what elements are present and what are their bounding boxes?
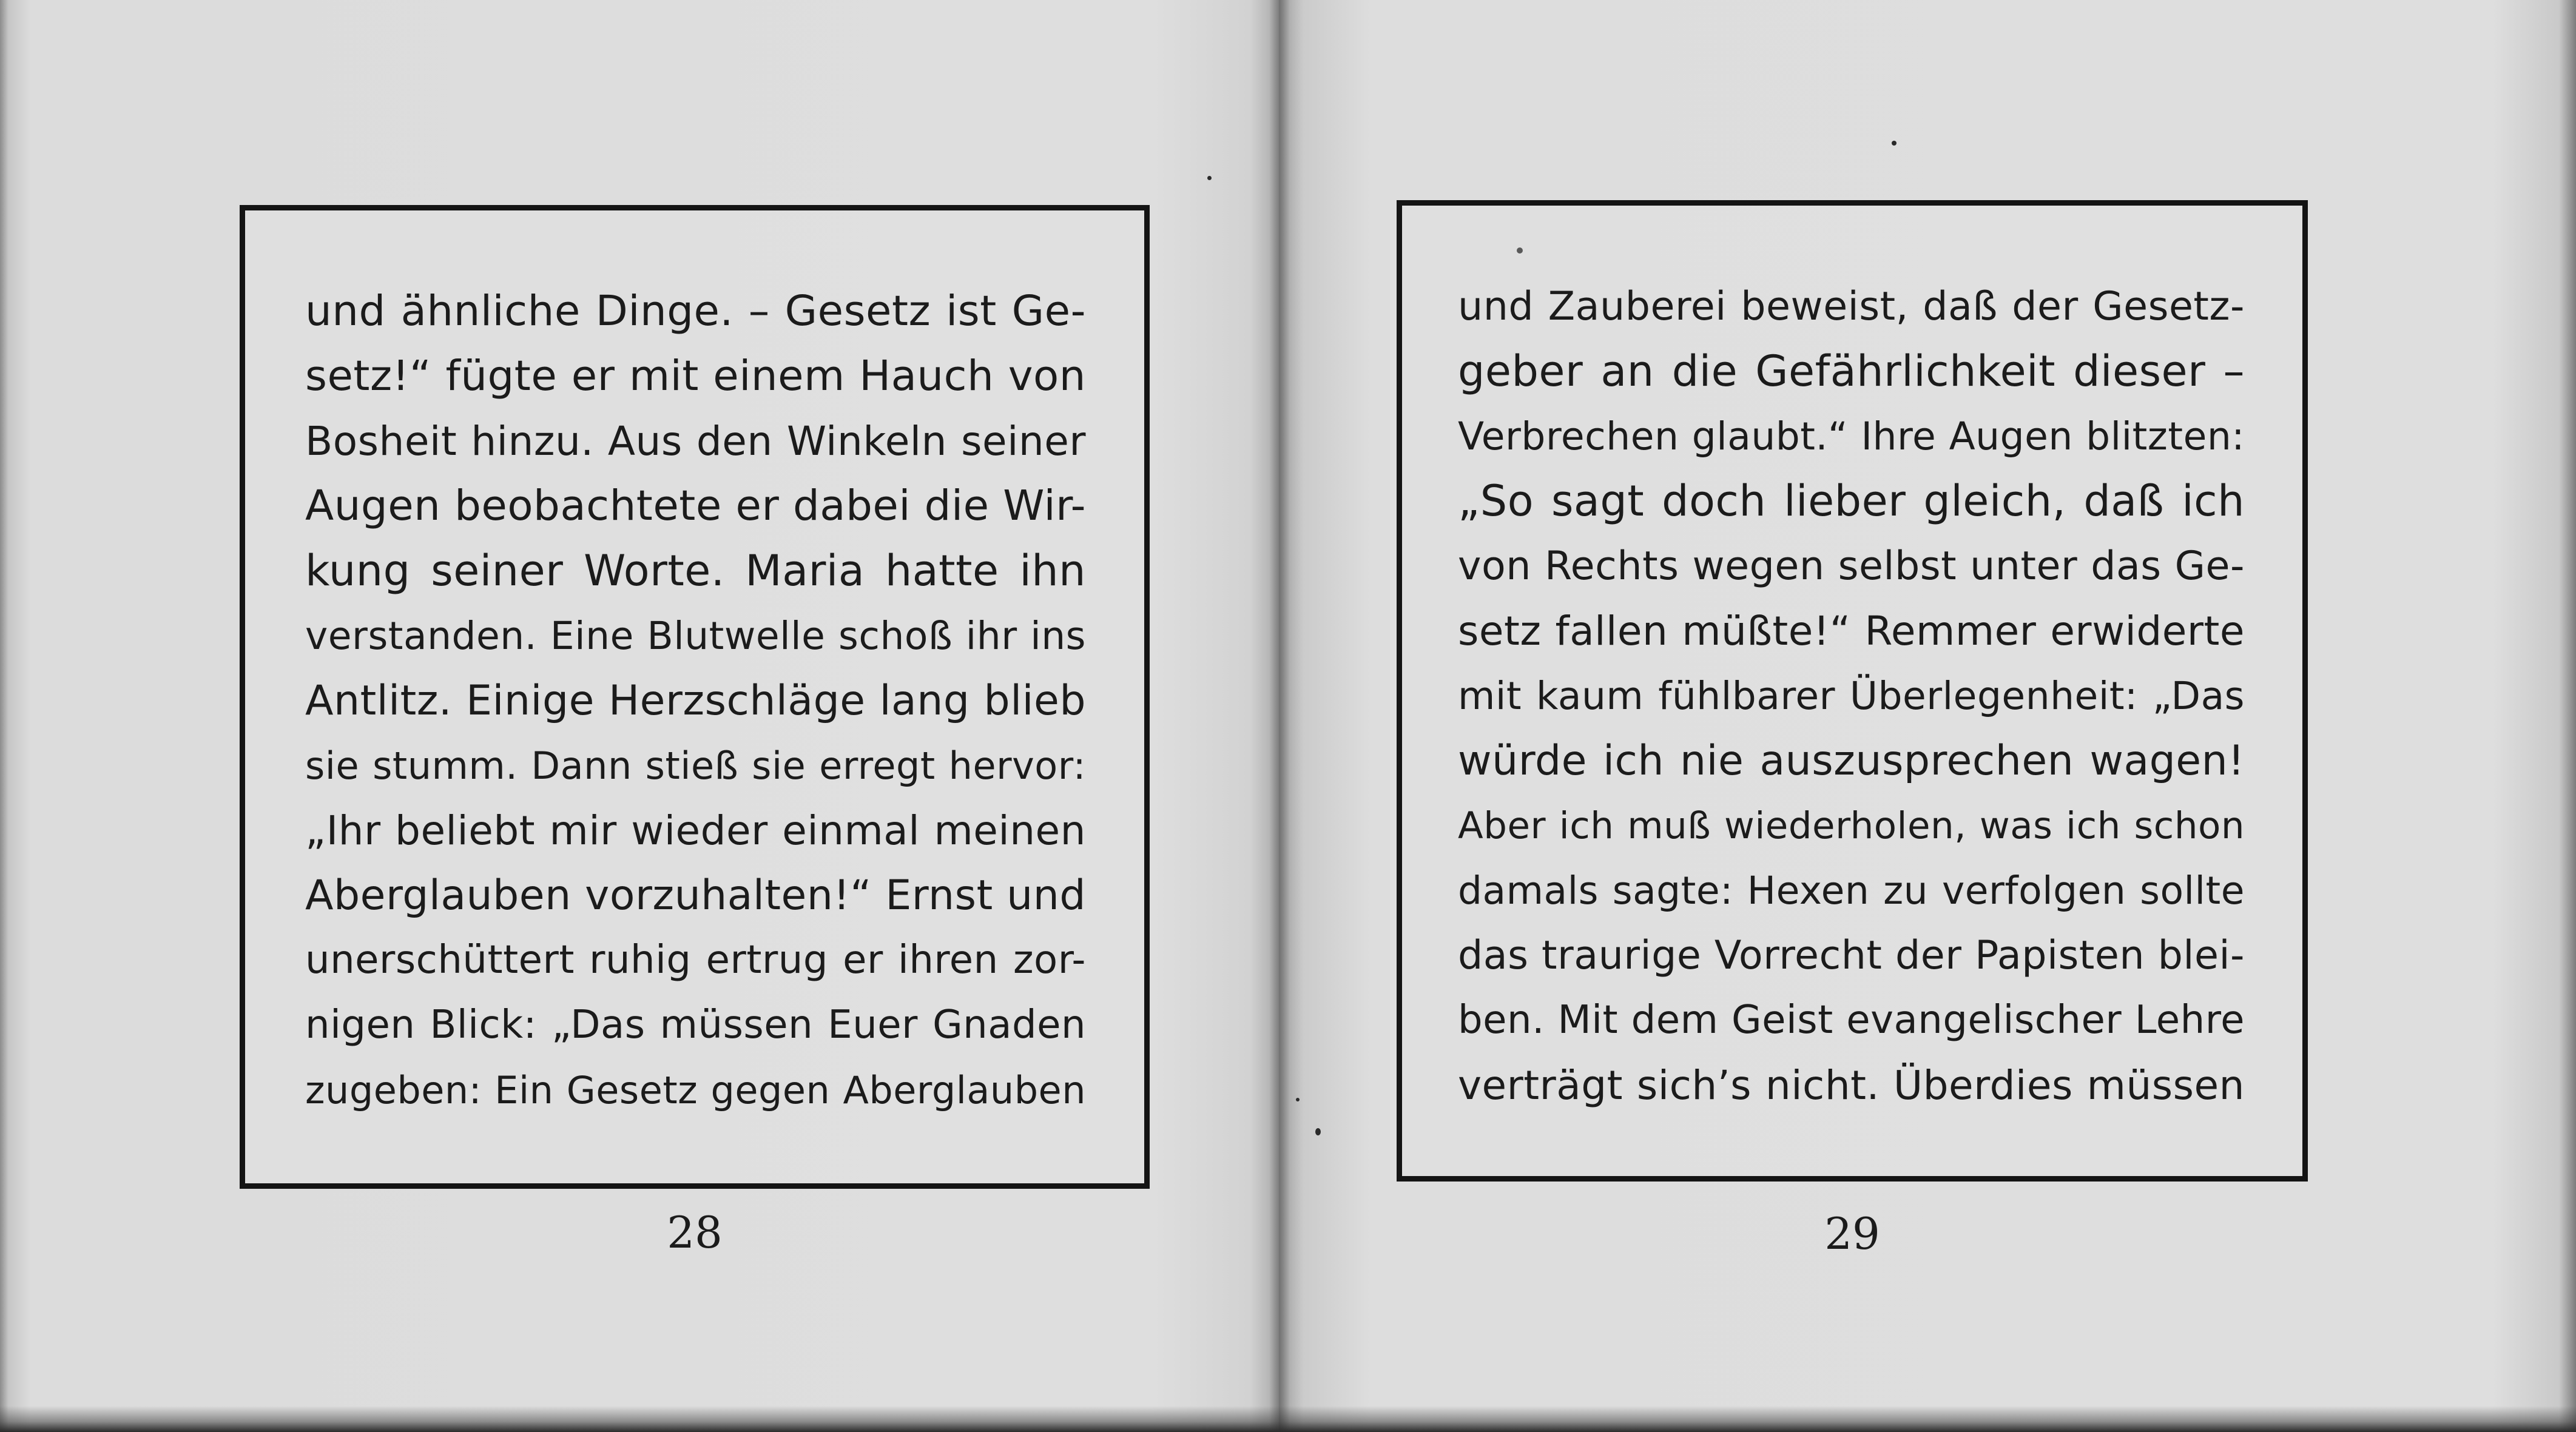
- text-line: von Rechts wegen selbst unter das Ge-: [1458, 543, 2245, 589]
- text-line: Verbrechen glaubt.“ Ihre Augen blitzten:: [1458, 414, 2245, 459]
- text-line: verstanden. Eine Blutwelle schoß ihr ins: [305, 614, 1086, 658]
- paper-speck: [1207, 176, 1212, 180]
- text-line: geber an die Gefährlichkeit dieser –: [1458, 346, 2245, 396]
- page-number-left: 28: [667, 1207, 723, 1258]
- paper-speck: [1892, 141, 1897, 146]
- text-line: mit kaum fühlbarer Überlegenheit: „Das: [1458, 674, 2245, 718]
- text-line: Aber ich muß wiederholen, was ich schon: [1458, 804, 2245, 847]
- text-line: „Ihr beliebt mir wieder einmal meinen: [305, 807, 1086, 854]
- text-line: verträgt sich’s nicht. Überdies müssen: [1458, 1062, 2245, 1109]
- text-line: setz!“ fügte er mit einem Hauch von: [305, 352, 1086, 400]
- text-line: unerschüttert ruhig ertrug er ihren zor-: [305, 938, 1086, 983]
- left-page-text: [305, 279, 1086, 1123]
- text-line: Aberglauben vorzuhalten!“ Ernst und: [305, 872, 1086, 919]
- text-line: Augen beobachtete er dabei die Wir-: [305, 482, 1086, 530]
- text-line: Bosheit hinzu. Aus den Winkeln seiner: [305, 418, 1086, 465]
- text-line: nigen Blick: „Das müssen Euer Gnaden: [305, 1003, 1086, 1047]
- book-gutter: [1269, 0, 1290, 1432]
- text-line: und ähnliche Dinge. – Gesetz ist Ge-: [305, 287, 1086, 335]
- text-line: Antlitz. Einige Herzschläge lang blieb: [305, 677, 1086, 725]
- text-line: würde ich nie auszusprechen wagen!: [1458, 737, 2245, 785]
- text-line: zugeben: Ein Gesetz gegen Aberglauben: [305, 1068, 1086, 1112]
- page-number-right: 29: [1824, 1208, 1880, 1259]
- text-line: damals sagte: Hexen zu verfolgen sollte: [1458, 869, 2245, 913]
- right-page-text: [1458, 274, 2245, 1118]
- text-line: sie stumm. Dann stieß sie erregt hervor:: [305, 744, 1086, 788]
- text-line: ben. Mit dem Geist evangelischer Lehre: [1458, 998, 2245, 1043]
- text-line: kung seiner Worte. Maria hatte ihn: [305, 546, 1086, 596]
- paper-speck: [1315, 1128, 1321, 1135]
- text-line: das traurige Vorrecht der Papisten blei-: [1458, 933, 2245, 978]
- page-bottom-edge: [0, 1406, 2576, 1432]
- text-line: setz fallen müßte!“ Remmer erwiderte: [1458, 608, 2245, 654]
- paper-speck: [1296, 1098, 1300, 1101]
- text-line: und Zauberei beweist, daß der Gesetz-: [1458, 284, 2245, 329]
- text-line: „So sagt doch lieber gleich, daß ich: [1458, 476, 2245, 526]
